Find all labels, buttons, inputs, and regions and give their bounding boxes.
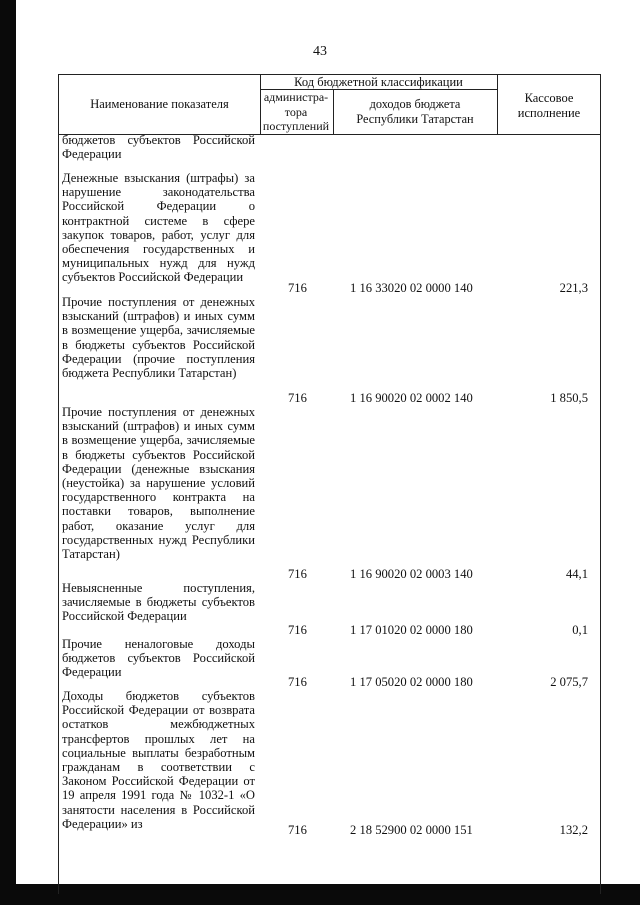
table-row	[62, 405, 594, 581]
indicator-name: Невыясненные поступления, зачисляемые в бюджеты субъектов Российской Федерации	[62, 581, 255, 624]
header-administrator: администра-тора поступлений	[262, 90, 330, 133]
table-body	[62, 133, 594, 837]
revenue-code: 1 17 05020 02 0000 180	[350, 674, 473, 689]
revenue-code: 1 16 90020 02 0002 140	[350, 390, 473, 405]
scan-edge-left	[0, 0, 16, 905]
table-row	[62, 295, 594, 405]
cash-execution-amount: 0,1	[572, 622, 588, 637]
administrator-code: 716	[288, 822, 307, 837]
header-indicator-name: Наименование показателя	[90, 97, 229, 111]
revenue-code: 2 18 52900 02 0000 151	[350, 822, 473, 837]
revenue-code: 1 16 90020 02 0003 140	[350, 566, 473, 581]
administrator-code: 716	[288, 280, 307, 295]
indicator-name: Прочие неналоговые доходы бюджетов субъектов Российской Федерации	[62, 637, 255, 680]
table-row	[62, 171, 594, 295]
indicator-name: Доходы бюджетов субъектов Российской Федерации от возврата остатков межбюджетных трансфертов прошлых лет на социальные выплаты безработным гражданам в соответствии с Законом Российской Федерации от 19 апреля 1991 года № 1032-1 «О занятости населения в Российской Федерации» из	[62, 689, 255, 831]
cash-execution-amount: 132,2	[559, 822, 588, 837]
table-row	[62, 637, 594, 689]
revenue-code: 1 16 33020 02 0000 140	[350, 280, 473, 295]
header-revenue-code: доходов бюджета Республики Татарстан	[356, 97, 474, 126]
table-row	[62, 689, 594, 837]
indicator-name: Прочие поступления от денежных взысканий (штрафов) и иных сумм в возмещение ущерба, зачисляемые в бюджеты субъектов Российской Федерации (прочие поступления бюджета Республики Татарстан)	[62, 295, 255, 381]
page-number: 43	[313, 44, 327, 59]
revenue-code: 1 17 01020 02 0000 180	[350, 622, 473, 637]
cash-execution-amount: 2 075,7	[550, 674, 588, 689]
table-row	[62, 581, 594, 637]
cash-execution-amount: 1 850,5	[550, 390, 588, 405]
indicator-name: Денежные взыскания (штрафы) за нарушение законодательства Российской Федерации о контрактной системе в сфере закупок товаров, работ, услуг для обеспечения государственных и муниципальных нужд для нужд субъектов Российской Федерации	[62, 171, 255, 285]
table-row	[62, 133, 594, 171]
header-cash-execution: Кассовое исполнение	[517, 91, 581, 120]
administrator-code: 716	[288, 674, 307, 689]
indicator-name: бюджетов субъектов Российской Федерации	[62, 133, 255, 162]
cash-execution-amount: 221,3	[559, 280, 588, 295]
column-divider-3	[497, 74, 498, 134]
indicator-name: Прочие поступления от денежных взысканий (штрафов) и иных сумм в возмещение ущерба, зачисляемые в бюджеты субъектов Российской Федерации (денежные взыскания (неустойка) за нарушение условий государственного контракта на поставки товаров, выполнение работ, оказание услуг для государственных нужд Республики Татарстан)	[62, 405, 255, 562]
administrator-code: 716	[288, 622, 307, 637]
column-divider-2	[333, 89, 334, 134]
cash-execution-amount: 44,1	[565, 566, 588, 581]
header-budget-classification: Код бюджетной классификации	[294, 75, 463, 89]
administrator-code: 716	[288, 390, 307, 405]
administrator-code: 716	[288, 566, 307, 581]
